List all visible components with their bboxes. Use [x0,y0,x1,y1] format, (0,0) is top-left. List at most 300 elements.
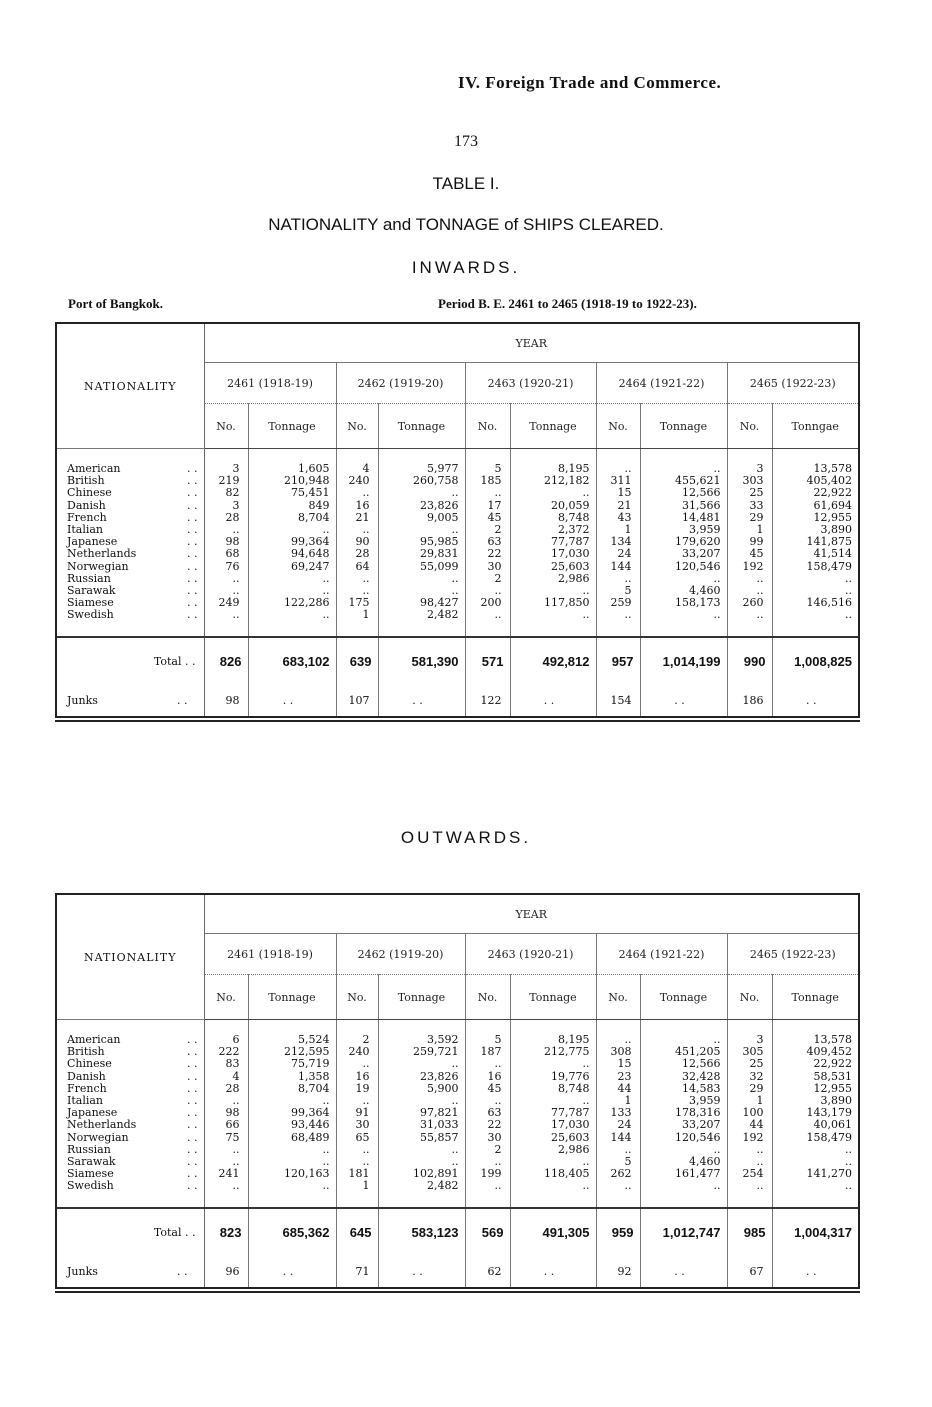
tonnage-header: Tonnage [772,975,858,1020]
total-tonnage: 1,008,825 [772,637,858,686]
no-cell: 134 [610,535,632,549]
tonnage-column [640,1020,727,1208]
table-number: TABLE I. [432,174,500,193]
no-cell: .. [232,1155,240,1169]
tonnage-cell: 212,775 [544,1045,590,1059]
no-cell: .. [362,1094,370,1108]
no-cell: 3 [756,462,764,475]
period-header: 2462 (1919-20) [336,363,465,404]
no-cell: .. [494,1094,502,1108]
no-cell: 32 [749,1069,764,1083]
tonnage-cell: 22,922 [813,486,852,500]
tonnage-cell: 158,479 [806,1130,852,1144]
tonnage-cell: .. [713,462,721,475]
no-cell: 83 [225,1057,240,1071]
outwards-grid [57,895,858,1287]
tonnage-cell: .. [322,1179,330,1193]
nationality-name: Swedish [67,1179,114,1193]
no-header: No. [465,404,510,449]
tonnage-cell: .. [322,1094,330,1108]
tonnage-cell: 13,578 [813,462,852,475]
total-tonnage: 1,014,199 [640,637,727,686]
no-cell: 28 [225,1081,240,1095]
nationality-name: Russian [67,571,111,585]
no-cell: 22 [487,547,502,561]
page-number: 173 [454,133,478,150]
no-header: No. [204,404,248,449]
tonnage-cell: 22,922 [813,1057,852,1071]
no-cell: 2 [494,523,502,537]
no-column [204,449,248,637]
period-header: 2461 (1918-19) [204,363,336,404]
tonnage-cell: 13,578 [813,1033,852,1046]
no-cell: 82 [225,486,240,500]
tonnage-cell: .. [845,1142,852,1156]
junks-no: 186 [727,686,772,716]
leader-dots: . . [187,1179,198,1193]
tonnage-cell: .. [451,1057,459,1071]
inwards-table [55,322,860,718]
tonnage-cell: 23,826 [420,1069,459,1083]
no-cell: 3 [756,1033,764,1046]
tonnage-cell: 117,850 [544,596,590,610]
no-cell: 65 [355,1130,370,1144]
tonnage-cell: .. [845,1155,852,1169]
nationality-name: American [67,462,121,475]
junks-label [57,1257,204,1287]
tonnage-cell: 212,182 [544,474,590,488]
nationality-name: Italian [67,523,104,537]
no-cell: 262 [610,1167,632,1181]
tonnage-cell: 8,748 [558,510,590,524]
nationality-name: Norwegian [67,559,129,573]
no-column [336,449,378,637]
leader-dots: . . [187,535,198,549]
leader-dots: . . [187,571,198,585]
leader-dots: . . [187,1118,198,1132]
no-header: No. [727,975,772,1020]
tonnage-cell: .. [582,1057,590,1071]
tonnage-cell: 97,821 [420,1106,459,1120]
no-cell: 19 [355,1081,370,1095]
tonnage-cell: 179,620 [675,535,721,549]
no-cell: 45 [487,1081,502,1095]
no-cell: 305 [742,1045,764,1059]
tonnage-cell: 33,207 [682,547,721,561]
leader-dots: . . [187,1155,198,1169]
no-cell: 241 [218,1167,240,1181]
no-cell: 219 [218,474,240,488]
tonnage-cell: .. [322,1155,330,1169]
junks-no: 96 [225,1265,240,1279]
nationality-header: NATIONALITY [57,895,204,1020]
tonnage-column [640,449,727,637]
tonnage-cell: .. [713,1033,721,1046]
junks-no: 67 [727,1257,772,1287]
tonnage-cell: 23,826 [420,498,459,512]
no-cell: .. [494,584,502,598]
nationality-header: NATIONALITY [57,324,204,449]
junks-no: 122 [465,686,510,716]
tonnage-cell: 2,986 [558,571,590,585]
no-cell: 5 [624,584,632,598]
leader-dots: . . [177,1265,188,1279]
tonnage-cell: 9,005 [427,510,459,524]
tonnage-cell: 161,477 [675,1167,721,1181]
no-cell: 29 [749,1081,764,1095]
inwards-title: INWARDS. [411,258,521,277]
leader-dots: . . [187,559,198,573]
leader-dots: . . [187,462,198,475]
junks-no: 71 [336,1257,378,1287]
leader-dots: . . [187,1069,198,1083]
tonnage-cell: .. [582,1179,590,1193]
total-tonnage: 583,123 [378,1208,465,1257]
nationality-name: Danish [67,1069,106,1083]
tonnage-cell: 451,205 [675,1045,721,1059]
tonnage-header: Tonnage [510,975,596,1020]
nationality-name: Chinese [67,1057,112,1071]
no-cell: .. [232,1142,240,1156]
no-cell: .. [756,1155,764,1169]
tonnage-cell: 118,405 [544,1167,590,1181]
no-column [727,449,772,637]
year-header: YEAR [204,324,858,363]
leader-dots: . . [187,547,198,561]
no-cell: 2 [494,571,502,585]
total-tonnage: 683,102 [248,637,336,686]
junks-tonnage: . . [640,1257,727,1287]
tonnage-cell: 93,446 [291,1118,330,1132]
no-cell: 2 [362,1033,370,1046]
period-header: 2463 (1920-21) [465,363,596,404]
no-cell: 15 [617,1057,632,1071]
tonnage-cell: .. [713,571,721,585]
tonnage-cell: 2,482 [427,1179,459,1193]
no-cell: .. [362,571,370,585]
leader-dots: . . [187,1142,198,1156]
nationality-name: Swedish [67,608,114,622]
no-cell: .. [232,523,240,537]
tonnage-cell: 12,566 [682,1057,721,1071]
period-header: 2465 (1922-23) [727,934,858,975]
tonnage-cell: 1,358 [298,1069,330,1083]
tonnage-cell: .. [322,571,330,585]
leader-dots: . . [187,510,198,524]
no-cell: .. [756,608,764,622]
tonnage-cell: 12,955 [813,1081,852,1095]
no-column [336,1020,378,1208]
tonnage-cell: 75,451 [291,486,330,500]
tonnage-cell: 19,776 [551,1069,590,1083]
tonnage-header: Tonnage [248,975,336,1020]
no-cell: 5 [494,1033,502,1046]
tonnage-column [248,1020,336,1208]
no-cell: 30 [355,1118,370,1132]
tonnage-cell: .. [451,1094,459,1108]
tonnage-cell: 120,163 [284,1167,330,1181]
no-cell: .. [362,486,370,500]
no-cell: 98 [225,535,240,549]
tonnage-header: Tonngae [772,404,858,449]
tonnage-cell: .. [845,1179,852,1193]
no-cell: 3 [232,498,240,512]
no-cell: .. [624,608,632,622]
no-cell: 185 [480,474,502,488]
no-cell: 1 [624,523,632,537]
tonnage-cell: 99,364 [291,535,330,549]
no-column [465,1020,510,1208]
tonnage-cell: 259,721 [413,1045,459,1059]
tonnage-cell: 8,195 [558,1033,590,1046]
total-tonnage: 1,004,317 [772,1208,858,1257]
nationality-name: Sarawak [67,584,116,598]
total-label [57,637,204,686]
nationality-name: Sarawak [67,1155,116,1169]
tonnage-cell: 29,831 [420,547,459,561]
no-cell: 4 [362,462,370,475]
tonnage-cell: 8,195 [558,462,590,475]
outwards-title: OUTWARDS. [400,828,532,847]
no-cell: 133 [610,1106,632,1120]
no-cell: 6 [232,1033,240,1046]
leader-dots: . . [187,474,198,488]
no-cell: 200 [480,596,502,610]
nationality-name: Siamese [67,596,114,610]
no-cell: 44 [617,1081,632,1095]
no-header: No. [336,975,378,1020]
no-cell: 16 [487,1069,502,1083]
no-cell: 30 [487,559,502,573]
no-cell: 249 [218,596,240,610]
tonnage-cell: .. [713,1142,721,1156]
total-no: 985 [727,1208,772,1257]
tonnage-cell: 68,489 [291,1130,330,1144]
tonnage-cell: 14,481 [682,510,721,524]
tonnage-cell: 122,286 [284,596,330,610]
tonnage-cell: 1,605 [298,462,330,475]
leader-dots: . . [187,584,198,598]
no-cell: 240 [348,1045,370,1059]
no-cell: .. [362,523,370,537]
tonnage-cell: .. [582,584,590,598]
period-header: 2465 (1922-23) [727,363,858,404]
no-cell: .. [756,1179,764,1193]
tonnage-column [378,1020,465,1208]
tonnage-cell: 41,514 [813,547,852,561]
tonnage-cell: 17,030 [551,1118,590,1132]
no-cell: .. [494,608,502,622]
tonnage-cell: 8,748 [558,1081,590,1095]
tonnage-header: Tonnage [378,975,465,1020]
no-cell: .. [624,1033,632,1046]
no-cell: 45 [487,510,502,524]
no-cell: 21 [617,498,632,512]
no-cell: 1 [756,523,764,537]
tonnage-cell: 77,787 [551,1106,590,1120]
tonnage-cell: .. [322,584,330,598]
no-cell: 144 [610,1130,632,1144]
nationality-name: Italian [67,1094,104,1108]
no-cell: 254 [742,1167,764,1181]
tonnage-cell: 2,482 [427,608,459,622]
no-cell: 192 [742,559,764,573]
tonnage-cell: 17,030 [551,547,590,561]
tonnage-cell: 849 [308,498,330,512]
no-cell: .. [756,1142,764,1156]
tonnage-cell: 12,566 [682,486,721,500]
tonnage-cell: 94,648 [291,547,330,561]
no-cell: .. [362,1142,370,1156]
tonnage-cell: 5,900 [427,1081,459,1095]
no-cell: 25 [749,1057,764,1071]
no-cell: .. [624,1142,632,1156]
no-cell: 45 [749,547,764,561]
no-header: No. [596,975,640,1020]
no-cell: .. [494,1155,502,1169]
tonnage-cell: 3,890 [820,523,852,537]
tonnage-column [510,1020,596,1208]
period-header: 2461 (1918-19) [204,934,336,975]
nationality-name: French [67,510,107,524]
leader-dots: . . [187,596,198,610]
tonnage-cell: 146,516 [806,596,852,610]
tonnage-cell: 75,719 [291,1057,330,1071]
tonnage-cell: 405,402 [806,474,852,488]
no-cell: .. [232,571,240,585]
tonnage-cell: 3,959 [689,523,721,537]
no-cell: 29 [749,510,764,524]
tonnage-cell: 4,460 [689,584,721,598]
no-cell: 1 [362,1179,370,1193]
tonnage-column [510,449,596,637]
total-label [57,1208,204,1257]
no-cell: 25 [749,486,764,500]
no-cell: 17 [487,498,502,512]
nationality-name: Chinese [67,486,112,500]
no-cell: 222 [218,1045,240,1059]
tonnage-cell: 4,460 [689,1155,721,1169]
junks-tonnage: . . [510,686,596,716]
no-column [465,449,510,637]
junks-no: 107 [336,686,378,716]
tonnage-column [378,449,465,637]
junks-no: 92 [596,1257,640,1287]
tonnage-header: Tonnage [378,404,465,449]
total-no: 957 [596,637,640,686]
tonnage-cell: 260,758 [413,474,459,488]
nationality-name: British [67,474,105,488]
leader-dots: . . [187,1106,198,1120]
tonnage-cell: .. [451,584,459,598]
no-cell: 63 [487,1106,502,1120]
no-cell: 68 [225,547,240,561]
tonnage-cell: .. [322,608,330,622]
no-cell: 4 [232,1069,240,1083]
period-header: 2462 (1919-20) [336,934,465,975]
tonnage-cell: 455,621 [675,474,721,488]
tonnage-cell: 141,875 [806,535,852,549]
no-header: No. [465,975,510,1020]
no-cell: .. [624,1179,632,1193]
total-tonnage: 685,362 [248,1208,336,1257]
total-no: 959 [596,1208,640,1257]
junks-no: 154 [596,686,640,716]
period-header: 2464 (1921-22) [596,363,727,404]
outwards-table [55,893,860,1289]
total-text: Total [153,655,182,669]
leader-dots: . . [177,694,188,708]
total-tonnage: 581,390 [378,637,465,686]
nationality-list [57,449,204,637]
no-cell: 260 [742,596,764,610]
no-cell: 75 [225,1130,240,1144]
no-cell: 100 [742,1106,764,1120]
tonnage-cell: 12,955 [813,510,852,524]
no-cell: 24 [617,547,632,561]
no-cell: .. [494,1057,502,1071]
no-cell: 30 [487,1130,502,1144]
nationality-name: Japanese [67,535,118,549]
tonnage-cell: 31,033 [420,1118,459,1132]
tonnage-cell: 25,603 [551,559,590,573]
tonnage-cell: 120,546 [675,559,721,573]
tonnage-cell: 3,592 [427,1033,459,1046]
total-no: 826 [219,654,242,670]
tonnage-cell: 69,247 [291,559,330,573]
tonnage-cell: 158,479 [806,559,852,573]
junks-tonnage: . . [248,1257,336,1287]
junks-no: 98 [225,694,240,708]
no-cell: .. [756,571,764,585]
junks-text: Junks [67,1265,98,1279]
no-cell: 44 [749,1118,764,1132]
nationality-name: Siamese [67,1167,114,1181]
no-cell: .. [362,1155,370,1169]
no-cell: 98 [225,1106,240,1120]
total-text: Total [153,1226,182,1240]
year-header: YEAR [204,895,858,934]
no-cell: 63 [487,535,502,549]
junks-tonnage: . . [772,686,858,716]
nationality-name: Russian [67,1142,111,1156]
no-cell: 181 [348,1167,370,1181]
nationality-list [57,1020,204,1208]
tonnage-cell: 102,891 [413,1167,459,1181]
no-header: No. [727,404,772,449]
tonnage-cell: 20,059 [551,498,590,512]
no-header: No. [596,404,640,449]
total-no: 639 [336,637,378,686]
no-cell: 1 [624,1094,632,1108]
tonnage-cell: 55,099 [420,559,459,573]
no-cell: 175 [348,596,370,610]
junks-tonnage: . . [510,1257,596,1287]
tonnage-cell: 3,959 [689,1094,721,1108]
tonnage-column [772,449,858,637]
no-cell: 24 [617,1118,632,1132]
no-cell: 1 [362,608,370,622]
tonnage-cell: .. [713,1179,721,1193]
leader-dots: . . [187,1057,198,1071]
tonnage-cell: 2,986 [558,1142,590,1156]
tonnage-cell: 33,207 [682,1118,721,1132]
leader-dots: . . [187,523,198,537]
leader-dots: . . [187,1130,198,1144]
tonnage-cell: 55,857 [420,1130,459,1144]
total-no: 569 [465,1208,510,1257]
tonnage-cell: .. [451,1142,459,1156]
